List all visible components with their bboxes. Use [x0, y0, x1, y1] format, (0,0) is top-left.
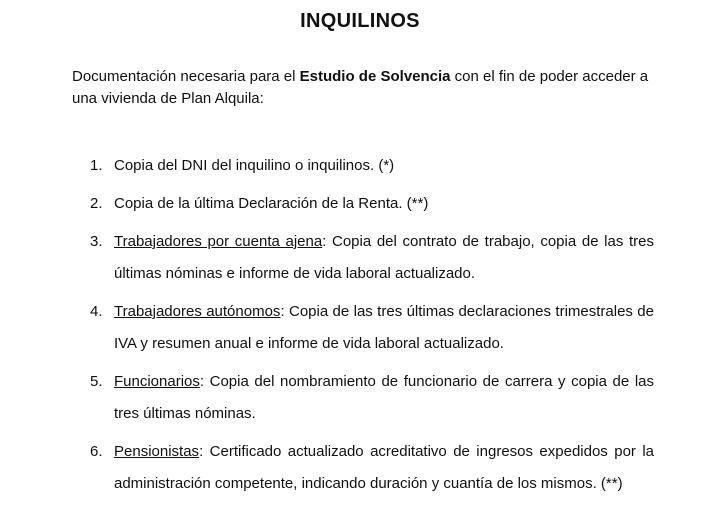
list-item [0, 366, 720, 430]
item-text: : Certificado actualizado acreditativo de ingresos expedidos por la administración competente, indicando duración y cuantía de los mismos. (**) [114, 443, 654, 492]
list-item [0, 226, 720, 290]
item-number: 6. [90, 443, 103, 460]
item-number: 5. [90, 373, 103, 390]
list-item [0, 296, 720, 360]
document-title: INQUILINOS [300, 10, 420, 32]
item-text-block [114, 226, 654, 290]
intro-text-start: Documentación necesaria para el [72, 68, 300, 85]
list-item [0, 436, 720, 500]
item-number: 4. [90, 303, 103, 320]
item-text-block [114, 296, 654, 360]
item-text-block [114, 188, 654, 220]
item-heading: Trabajadores autónomos [114, 303, 281, 320]
item-text-block [114, 150, 654, 182]
requirements-list [0, 150, 720, 506]
item-text: Copia del DNI del inquilino o inquilinos. (*) [114, 157, 395, 174]
item-text: Copia de la última Declaración de la Renta. (**) [114, 195, 429, 212]
intro-text-end: con el fin de poder acceder a una vivienda de Plan Alquila: [72, 68, 649, 107]
intro-paragraph [72, 66, 672, 110]
item-heading: Trabajadores por cuenta ajena [114, 233, 323, 250]
item-heading: Funcionarios [114, 373, 200, 390]
list-item [0, 150, 720, 182]
list-item [0, 188, 720, 220]
item-text: : Copia de las tres últimas declaraciones trimestrales de IVA y resumen anual e informe de vida laboral actualizado. [114, 303, 654, 352]
item-text-block [114, 366, 654, 430]
item-text-block [114, 436, 654, 500]
item-text: : Copia del nombramiento de funcionario de carrera y copia de las tres últimas nóminas. [114, 373, 654, 422]
item-number: 2. [90, 195, 103, 212]
item-number: 1. [90, 157, 103, 174]
intro-bold-text: Estudio de Solvencia [299, 68, 451, 85]
item-number: 3. [90, 233, 103, 250]
item-text: : Copia del contrato de trabajo, copia de las tres últimas nóminas e informe de vida laboral actualizado. [114, 233, 654, 282]
item-heading: Pensionistas [114, 443, 200, 460]
